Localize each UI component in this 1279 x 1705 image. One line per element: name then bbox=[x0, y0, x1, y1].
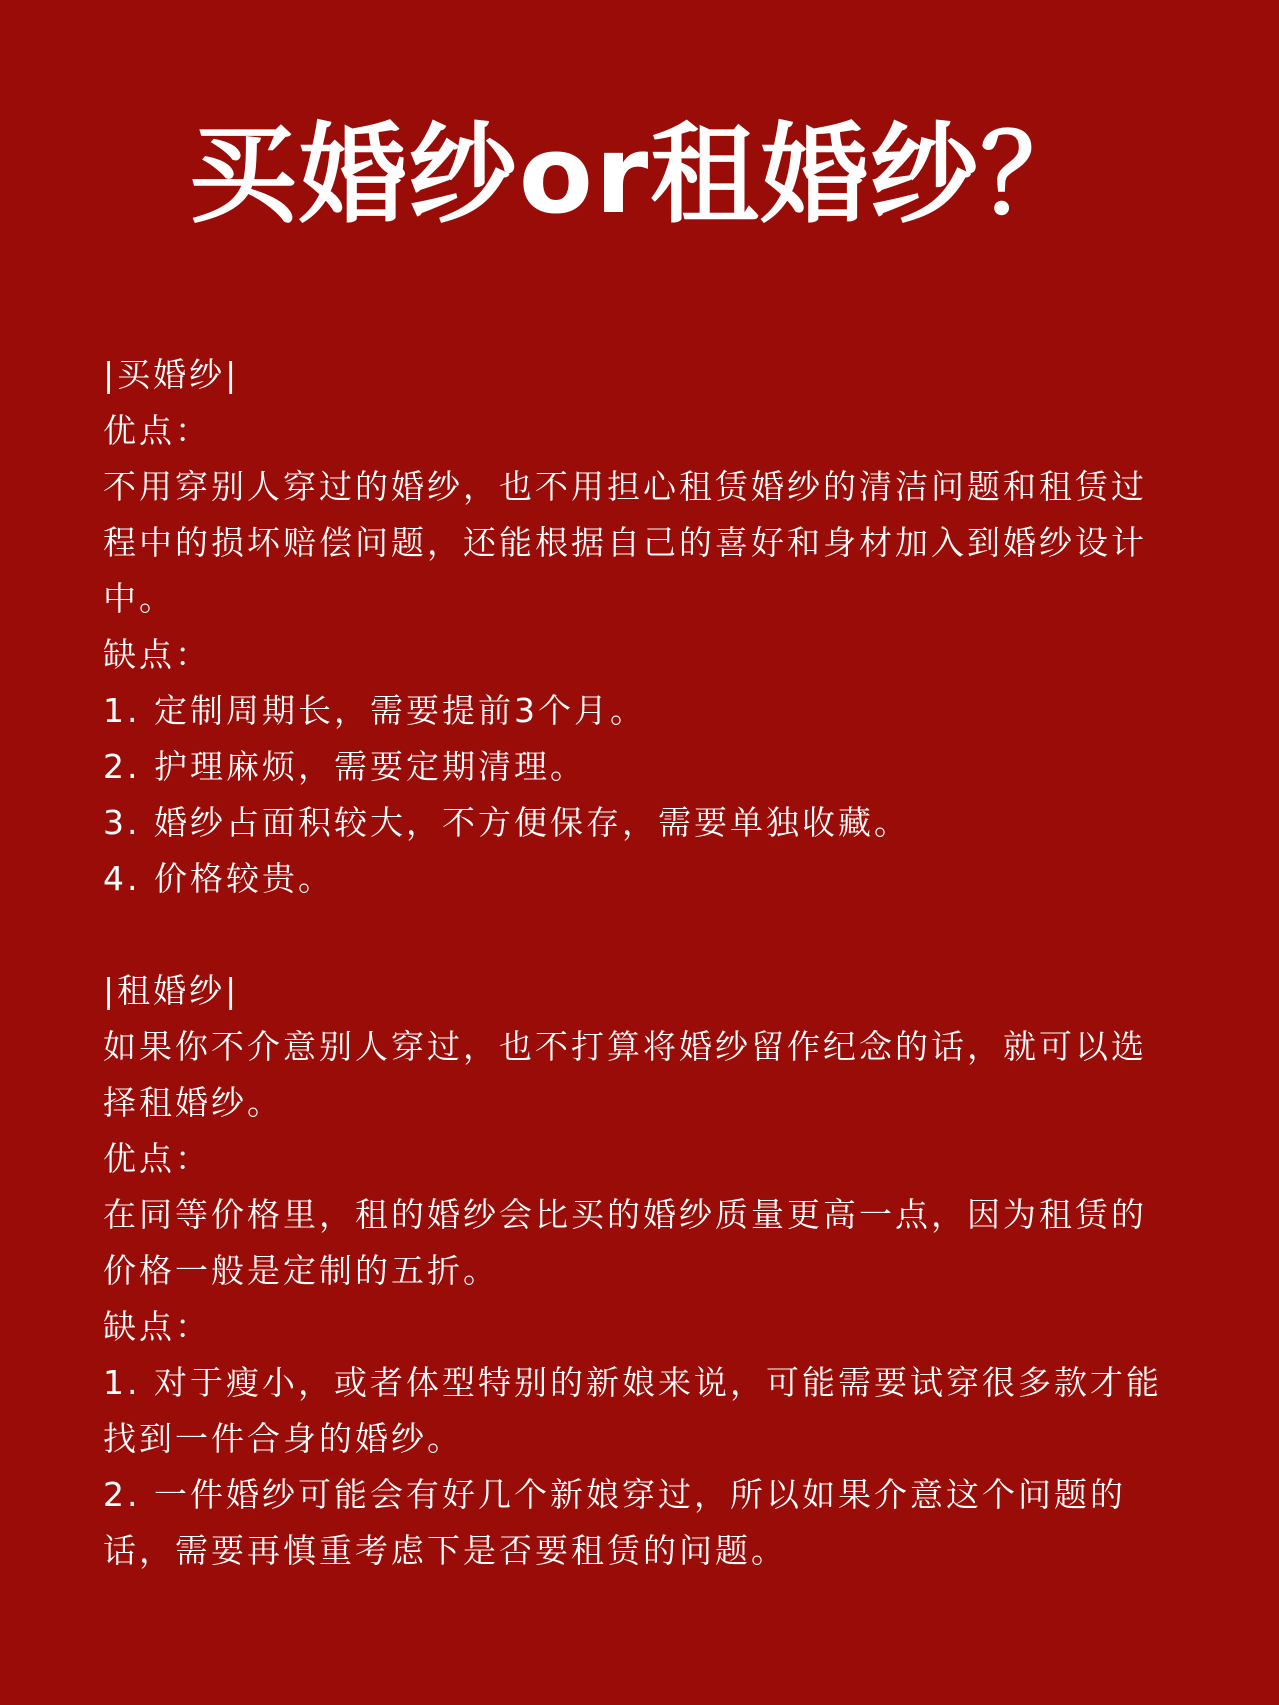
cons-item: 3. 婚纱占面积较大，不方便保存，需要单独收藏。 bbox=[103, 803, 910, 842]
pros-text: 在同等价格里，租的婚纱会比买的婚纱质量更高一点，因为租赁的价格一般是定制的五折。 bbox=[103, 1195, 1147, 1290]
cons-item: 2. 一件婚纱可能会有好几个新娘穿过，所以如果介意这个问题的话，需要再慎重考虑下是否要租赁的问题。 bbox=[103, 1475, 1126, 1570]
section-heading-rent: |租婚纱| bbox=[103, 971, 240, 1010]
buy-section bbox=[103, 347, 1178, 907]
cons-item: 1. 定制周期长，需要提前3个月。 bbox=[103, 691, 646, 730]
cons-item: 1. 对于瘦小，或者体型特别的新娘来说，可能需要试穿很多款才能找到一件合身的婚纱。 bbox=[103, 1363, 1162, 1458]
pros-label: 优点： bbox=[103, 411, 211, 450]
cons-label: 缺点： bbox=[103, 1307, 211, 1346]
section-spacer bbox=[103, 907, 1178, 963]
rent-section bbox=[103, 963, 1178, 1579]
cons-item: 2. 护理麻烦，需要定期清理。 bbox=[103, 747, 586, 786]
section-heading-buy: |买婚纱| bbox=[103, 355, 240, 394]
cons-item: 4. 价格较贵。 bbox=[103, 859, 334, 898]
article-body bbox=[103, 347, 1178, 1579]
pros-label: 优点： bbox=[103, 1139, 211, 1178]
intro-text: 如果你不介意别人穿过，也不打算将婚纱留作纪念的话，就可以选择租婚纱。 bbox=[103, 1027, 1147, 1122]
pros-text: 不用穿别人穿过的婚纱，也不用担心租赁婚纱的清洁问题和租赁过程中的损坏赔偿问题，还能根据自己的喜好和身材加入到婚纱设计中。 bbox=[103, 467, 1147, 618]
page-title: 买婚纱or租婚纱？ bbox=[188, 113, 1091, 238]
cons-label: 缺点： bbox=[103, 635, 211, 674]
